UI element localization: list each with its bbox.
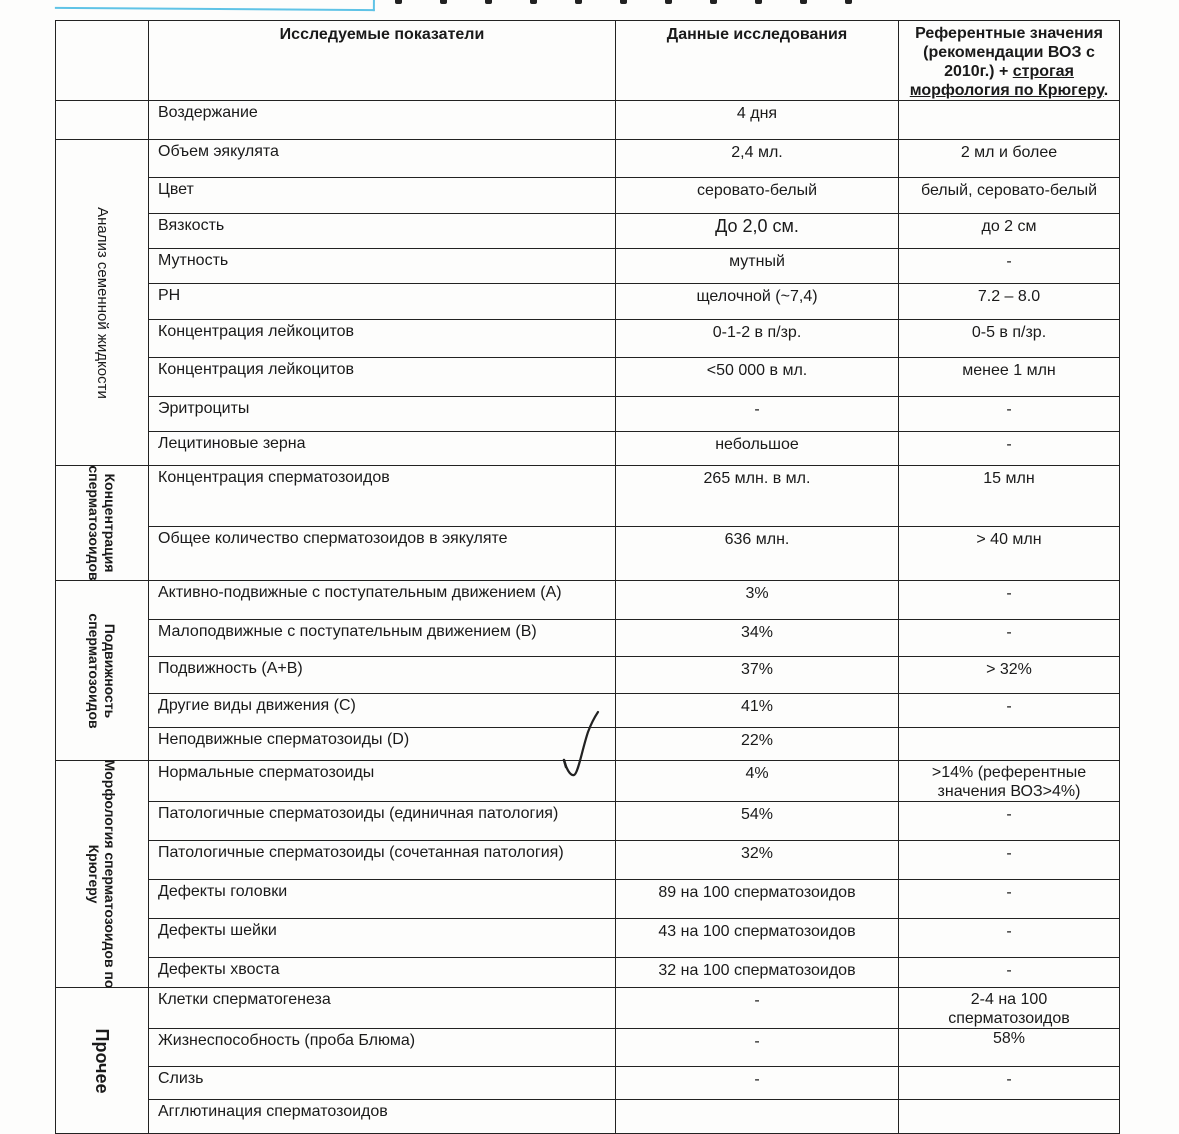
row-ref: -: [899, 397, 1120, 432]
group-label-text: [86, 760, 118, 989]
row-ref: 0-5 в п/зр.: [899, 320, 1120, 358]
row-ref-line2: сперматозоидов: [948, 1010, 1070, 1027]
row-value: -: [616, 397, 899, 432]
row-value: -: [616, 1067, 899, 1100]
row-value: [616, 1100, 899, 1134]
group-label-line1: Концентрация: [102, 473, 118, 573]
group-label-text: Прочее: [92, 1028, 112, 1093]
table-row: [56, 958, 1120, 988]
table-row: [56, 358, 1120, 397]
table-row: [56, 657, 1120, 694]
row-ref-line2: значения ВОЗ>4%): [937, 783, 1081, 800]
row-name: Воздержание: [149, 101, 616, 140]
group-empty: [56, 101, 149, 140]
group-label-line2: сперматозоидов: [86, 465, 102, 581]
row-ref: [899, 1100, 1120, 1134]
row-name: Мутность: [149, 249, 616, 284]
row-ref: -: [899, 802, 1120, 841]
row-name: Концентрация лейкоцитов: [149, 358, 616, 397]
table-header-row: [56, 21, 1120, 101]
row-ref: белый, серовато-белый: [899, 178, 1120, 214]
semen-analysis-table: [55, 20, 1120, 1134]
row-ref: -: [899, 880, 1120, 919]
group-label-line2: Крюгеру: [86, 844, 102, 904]
row-name: Патологичные сперматозоиды (сочетанная патология): [149, 841, 616, 880]
table-row: [56, 620, 1120, 657]
row-name: Дефекты головки: [149, 880, 616, 919]
group-label-other: [56, 988, 149, 1134]
row-value: 4%: [616, 761, 899, 802]
row-name: Объем эякулята: [149, 140, 616, 178]
group-label-text: [86, 465, 118, 580]
row-name: Концентрация сперматозоидов: [149, 466, 616, 527]
header-indicator: Исследуемые показатели: [149, 21, 616, 101]
row-name: Общее количество сперматозоидов в эякуляте: [149, 527, 616, 581]
row-value: 41%: [616, 694, 899, 728]
row-name: Цвет: [149, 178, 616, 214]
row-value: 265 млн. в мл.: [616, 466, 899, 527]
cropped-title-fragment: [395, 0, 905, 4]
row-ref: [899, 761, 1120, 802]
table-row: [56, 140, 1120, 178]
row-ref: [899, 988, 1120, 1029]
table-row: [56, 527, 1120, 581]
row-name: Нормальные сперматозоиды: [149, 761, 616, 802]
table-row: [56, 432, 1120, 466]
row-name: Активно-подвижные с поступательным движением (A): [149, 581, 616, 620]
row-ref: -: [899, 841, 1120, 880]
row-value: 43 на 100 сперматозоидов: [616, 919, 899, 958]
row-value: 32 на 100 сперматозоидов: [616, 958, 899, 988]
header-result: Данные исследования: [616, 21, 899, 101]
row-ref: 15 млн: [899, 466, 1120, 527]
row-name: Вязкость: [149, 214, 616, 249]
row-ref: 2 мл и более: [899, 140, 1120, 178]
row-value: -: [616, 988, 899, 1029]
table-row: [56, 178, 1120, 214]
row-ref: 58%: [899, 1029, 1120, 1067]
row-value: небольшое: [616, 432, 899, 466]
group-label-line1: Подвижность: [102, 623, 118, 718]
table-row: [56, 919, 1120, 958]
row-ref: -: [899, 620, 1120, 657]
row-ref-line1: 2-4 на 100: [970, 991, 1048, 1008]
header-group: [56, 21, 149, 101]
group-label-line1: Морфология сперматозоидов по: [102, 759, 118, 989]
row-ref: -: [899, 249, 1120, 284]
row-value: серовато-белый: [616, 178, 899, 214]
row-ref: [899, 101, 1120, 140]
row-value: 3%: [616, 581, 899, 620]
row-ref: > 32%: [899, 657, 1120, 694]
checkmark-icon: [556, 710, 606, 780]
group-label-seminal-fluid: [56, 140, 149, 466]
row-name: Слизь: [149, 1067, 616, 1100]
row-name: PH: [149, 284, 616, 320]
stamp-border: [55, 0, 375, 11]
table-row-abstinence: [56, 101, 1120, 140]
row-ref: -: [899, 958, 1120, 988]
header-reference: [899, 21, 1120, 101]
row-value: 636 млн.: [616, 527, 899, 581]
table-row: [56, 320, 1120, 358]
row-name: Патологичные сперматозоиды (единичная патология): [149, 802, 616, 841]
table-row: [56, 214, 1120, 249]
row-value: 89 на 100 сперматозоидов: [616, 880, 899, 919]
table-row: [56, 1029, 1120, 1067]
row-ref: -: [899, 919, 1120, 958]
row-name: Малоподвижные с поступательным движением (B): [149, 620, 616, 657]
row-name: Концентрация лейкоцитов: [149, 320, 616, 358]
group-label-text: Анализ семенной жидкости: [94, 206, 111, 399]
table-row: [56, 397, 1120, 432]
group-label-morphology: [56, 761, 149, 988]
row-ref: -: [899, 1067, 1120, 1100]
row-ref: > 40 млн: [899, 527, 1120, 581]
row-name: Жизнеспособность (проба Блюма): [149, 1029, 616, 1067]
header-reference-tail: .: [1103, 82, 1109, 99]
row-value: 0-1-2 в п/зр.: [616, 320, 899, 358]
row-value: щелочной (~7,4): [616, 284, 899, 320]
table-row: [56, 284, 1120, 320]
row-name: Другие виды движения (C): [149, 694, 616, 728]
row-value: 34%: [616, 620, 899, 657]
row-value: До 2,0 см.: [616, 214, 899, 249]
row-ref: 7.2 – 8.0: [899, 284, 1120, 320]
table-row-cut-off: [56, 1100, 1120, 1134]
row-value: 32%: [616, 841, 899, 880]
row-ref: до 2 см: [899, 214, 1120, 249]
row-ref-line1: >14% (референтные: [931, 764, 1087, 781]
row-ref: -: [899, 694, 1120, 728]
group-label-concentration: [56, 466, 149, 581]
table-row: [56, 1067, 1120, 1100]
row-name: Агглютинация сперматозоидов: [149, 1100, 616, 1134]
table-row: [56, 581, 1120, 620]
table-row: [56, 802, 1120, 841]
group-label-motility: [56, 581, 149, 761]
row-ref: менее 1 млн: [899, 358, 1120, 397]
table-row: [56, 466, 1120, 527]
row-name: Клетки сперматогенеза: [149, 988, 616, 1029]
group-label-line2: сперматозоидов: [86, 612, 102, 729]
row-value: <50 000 в мл.: [616, 358, 899, 397]
table-row: [56, 841, 1120, 880]
table-row: [56, 249, 1120, 284]
row-value: 54%: [616, 802, 899, 841]
row-name: Лецитиновые зерна: [149, 432, 616, 466]
table-row: [56, 988, 1120, 1029]
row-value: 4 дня: [616, 101, 899, 140]
row-name: Подвижность (A+B): [149, 657, 616, 694]
row-value: 2,4 мл.: [616, 140, 899, 178]
row-ref: -: [899, 432, 1120, 466]
row-value: 37%: [616, 657, 899, 694]
row-value: мутный: [616, 249, 899, 284]
row-value: 22%: [616, 728, 899, 761]
header-reference-text: Референтные значения (рекомендации ВОЗ с 2010г.) +: [915, 25, 1103, 80]
row-name: Дефекты хвоста: [149, 958, 616, 988]
row-ref: [899, 728, 1120, 761]
row-name: Дефекты шейки: [149, 919, 616, 958]
row-value: -: [616, 1029, 899, 1067]
group-label-text: [86, 613, 118, 728]
header-reference-underlined: строгая морфология по Крюгеру: [909, 63, 1104, 99]
row-name: Неподвижные сперматозоиды (D): [149, 728, 616, 761]
row-name: Эритроциты: [149, 397, 616, 432]
table-row: [56, 880, 1120, 919]
row-ref: -: [899, 581, 1120, 620]
